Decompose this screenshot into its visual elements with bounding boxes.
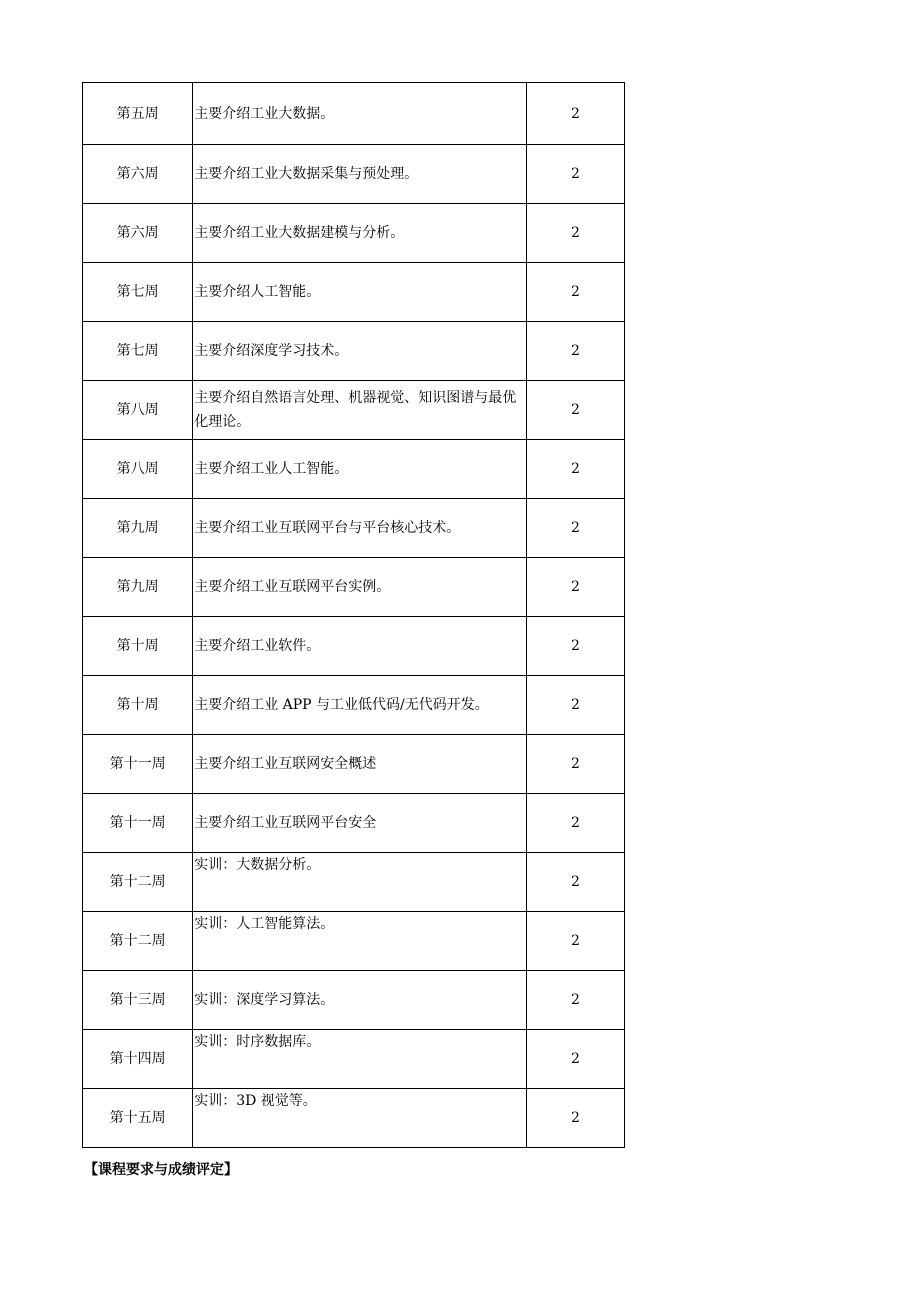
week-cell: 第十三周 [83, 971, 193, 1030]
week-cell: 第十周 [83, 617, 193, 676]
content-cell: 实训：深度学习算法。 [193, 971, 527, 1030]
content-cell: 主要介绍自然语言处理、机器视觉、知识图谱与最优化理论。 [193, 381, 527, 440]
table-row [83, 322, 625, 381]
content-cell: 实训：3D 视觉等。 [193, 1089, 527, 1148]
week-cell: 第六周 [83, 145, 193, 204]
content-cell: 主要介绍工业互联网平台与平台核心技术。 [193, 499, 527, 558]
week-cell: 第九周 [83, 499, 193, 558]
content-cell: 主要介绍工业互联网平台安全 [193, 794, 527, 853]
table-row [83, 853, 625, 912]
table-row [83, 558, 625, 617]
hours-cell: 2 [526, 1089, 624, 1148]
content-cell: 主要介绍工业人工智能。 [193, 440, 527, 499]
content-cell: 主要介绍人工智能。 [193, 263, 527, 322]
table-row [83, 381, 625, 440]
content-cell: 主要介绍工业 APP 与工业低代码/无代码开发。 [193, 676, 527, 735]
table-row [83, 1030, 625, 1089]
content-cell: 实训：大数据分析。 [193, 853, 527, 912]
week-cell: 第十二周 [83, 912, 193, 971]
content-cell: 主要介绍工业大数据采集与预处理。 [193, 145, 527, 204]
content-cell: 主要介绍工业互联网平台实例。 [193, 558, 527, 617]
content-cell: 主要介绍工业大数据建模与分析。 [193, 204, 527, 263]
hours-cell: 2 [526, 145, 624, 204]
table-row [83, 912, 625, 971]
hours-cell: 2 [526, 853, 624, 912]
hours-cell: 2 [526, 204, 624, 263]
table-row [83, 499, 625, 558]
hours-cell: 2 [526, 735, 624, 794]
hours-cell: 2 [526, 558, 624, 617]
content-cell: 主要介绍工业互联网安全概述 [193, 735, 527, 794]
hours-cell: 2 [526, 83, 624, 145]
table-row [83, 676, 625, 735]
week-cell: 第十二周 [83, 853, 193, 912]
week-cell: 第十五周 [83, 1089, 193, 1148]
content-cell: 主要介绍工业大数据。 [193, 83, 527, 145]
hours-cell: 2 [526, 440, 624, 499]
hours-cell: 2 [526, 912, 624, 971]
table-row [83, 1089, 625, 1148]
hours-cell: 2 [526, 971, 624, 1030]
hours-cell: 2 [526, 1030, 624, 1089]
week-cell: 第十四周 [83, 1030, 193, 1089]
table-row [83, 440, 625, 499]
week-cell: 第七周 [83, 322, 193, 381]
week-cell: 第九周 [83, 558, 193, 617]
week-cell: 第六周 [83, 204, 193, 263]
week-cell: 第十一周 [83, 735, 193, 794]
hours-cell: 2 [526, 322, 624, 381]
week-cell: 第五周 [83, 83, 193, 145]
content-cell: 主要介绍工业软件。 [193, 617, 527, 676]
week-cell: 第十一周 [83, 794, 193, 853]
table-row [83, 971, 625, 1030]
course-schedule-table [82, 82, 625, 1148]
table-row [83, 735, 625, 794]
table-row [83, 145, 625, 204]
section-heading: 【课程要求与成绩评定】 [84, 1162, 238, 1178]
hours-cell: 2 [526, 794, 624, 853]
hours-cell: 2 [526, 381, 624, 440]
table-row [83, 617, 625, 676]
hours-cell: 2 [526, 499, 624, 558]
hours-cell: 2 [526, 617, 624, 676]
week-cell: 第十周 [83, 676, 193, 735]
week-cell: 第八周 [83, 381, 193, 440]
week-cell: 第八周 [83, 440, 193, 499]
table-row [83, 263, 625, 322]
hours-cell: 2 [526, 263, 624, 322]
hours-cell: 2 [526, 676, 624, 735]
table-row [83, 83, 625, 145]
week-cell: 第七周 [83, 263, 193, 322]
content-cell: 主要介绍深度学习技术。 [193, 322, 527, 381]
content-cell: 实训：人工智能算法。 [193, 912, 527, 971]
table-row [83, 794, 625, 853]
table-row [83, 204, 625, 263]
content-cell: 实训：时序数据库。 [193, 1030, 527, 1089]
